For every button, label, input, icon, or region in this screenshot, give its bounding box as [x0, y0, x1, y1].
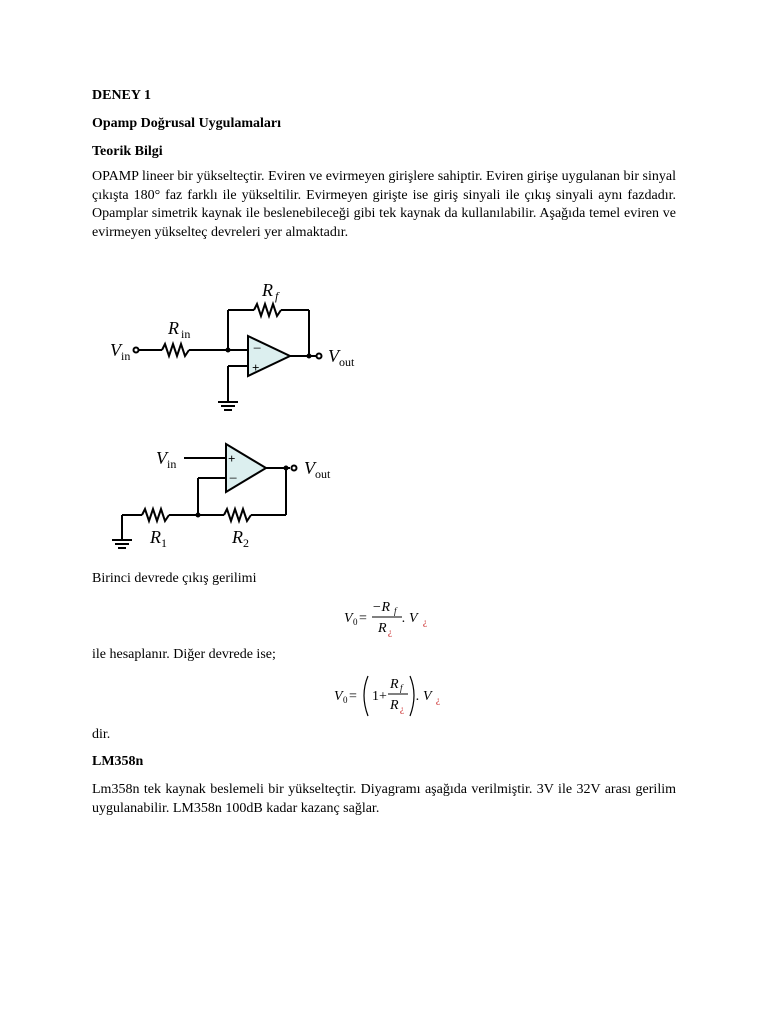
rin-label: R	[168, 318, 179, 338]
rf-subscript: f	[275, 289, 279, 303]
formula-denominator: R	[378, 621, 387, 636]
formula-denominator-subscript: ¿	[400, 704, 404, 714]
rf-label: R	[262, 280, 273, 300]
formula-equals: =	[349, 689, 357, 704]
opamp-plus-sign: +	[252, 360, 260, 375]
r1-label: R	[150, 527, 161, 547]
noninverting-amplifier-diagram	[104, 440, 364, 556]
r1-subscript: 1	[161, 536, 167, 550]
opamp-minus-sign: −	[229, 471, 238, 487]
calc-text: ile hesaplanır. Diğer devrede ise;	[92, 647, 276, 662]
dir-text: dir.	[92, 727, 111, 742]
formula-multiplier: . V	[416, 689, 432, 704]
first-circuit-text: Birinci devrede çıkış gerilimi	[92, 571, 257, 586]
opamp-plus-sign: +	[228, 451, 236, 466]
right-paren	[410, 676, 414, 716]
formula-noninverting	[330, 670, 450, 720]
formula-denominator: R	[390, 698, 399, 713]
formula-denominator-subscript: ¿	[388, 627, 392, 637]
vout-label: V	[328, 346, 339, 366]
opamp-minus-sign: −	[253, 341, 262, 357]
vin-label: V	[156, 448, 167, 468]
doc-subtitle: Opamp Doğrusal Uygulamaları	[92, 116, 282, 131]
formula-inverting	[336, 596, 446, 638]
vout-subscript: out	[315, 467, 331, 481]
formula-lhs: V	[334, 689, 343, 704]
formula-numerator: −R	[372, 600, 390, 615]
formula-one-plus: 1+	[372, 689, 387, 704]
doc-title: DENEY 1	[92, 88, 151, 103]
formula-tail-subscript: ¿	[436, 695, 440, 705]
formula-lhs-subscript: 0	[353, 617, 358, 627]
formula-lhs-subscript: 0	[343, 695, 348, 705]
formula-numerator: R	[390, 677, 399, 692]
vout-label: V	[304, 458, 315, 478]
formula-numerator-subscript: f	[400, 683, 403, 693]
r2-label: R	[232, 527, 243, 547]
lm358-paragraph: Lm358n tek kaynak beslemeli bir yükselteçtir. Diyagramı aşağıda verilmiştir. 3V ile 32V arası gerilim uygulanabilir. LM358n 100dB kadar kazanç sağlar.	[92, 782, 676, 816]
theory-paragraph: OPAMP lineer bir yükselteçtir. Eviren ve evirmeyen girişlere sahiptir. Eviren girişe uygulanan bir sinyal çıkışta 180° faz farklı ile yükseltilir. Evirmeyen girişte ise giriş sinyali ile çıkış sinyali aynı fazdadır. Opamplar simetrik kaynak ile beslenebileceği gibi tek kaynak da kullanılabilir. Aşağıda temel eviren ve evirmeyen yükselteç devreleri yer almaktadır.	[92, 169, 676, 240]
vout-subscript: out	[339, 355, 355, 369]
vin-subscript: in	[121, 349, 131, 363]
section-heading-lm358: LM358n	[92, 754, 144, 769]
formula-multiplier: . V	[402, 611, 418, 626]
inverting-amplifier-diagram	[104, 276, 374, 416]
left-paren	[364, 676, 368, 716]
vin-label: V	[110, 340, 121, 360]
formula-lhs: V	[344, 611, 353, 626]
vin-subscript: in	[167, 457, 177, 471]
r2-subscript: 2	[243, 536, 249, 550]
formula-numerator-subscript: f	[394, 606, 397, 616]
formula-equals: =	[359, 611, 367, 626]
rin-subscript: in	[181, 327, 191, 341]
section-heading-theory: Teorik Bilgi	[92, 144, 163, 159]
formula-tail-subscript: ¿	[423, 617, 427, 627]
